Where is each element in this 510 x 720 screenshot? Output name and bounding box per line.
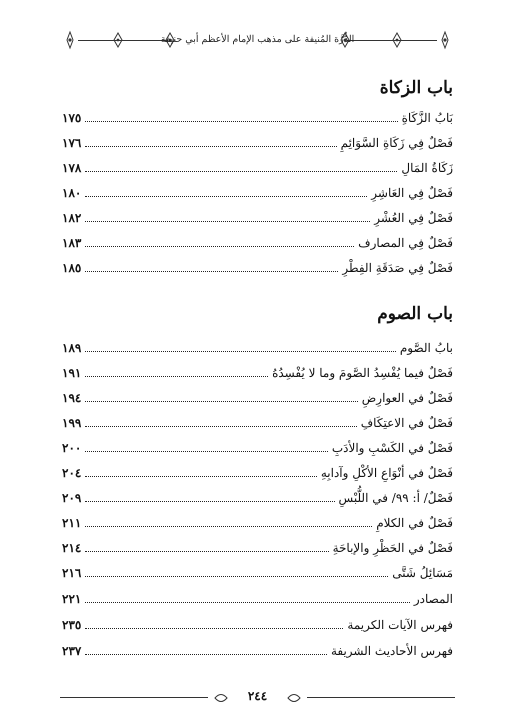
toc-entry[interactable] [62, 390, 453, 406]
toc-entry[interactable] [62, 340, 453, 356]
toc-entry-title: مَسَائِلُ شَتَّى [392, 566, 453, 580]
section-title-zakat: باب الزكاة [379, 78, 453, 98]
toc-entry[interactable] [62, 160, 453, 176]
toc-entry-page: ٢١٦ [62, 566, 82, 580]
running-title: الدُّرَّة المُنيفة على مذهب الإمام الأعظم أبي حنيفة [160, 34, 355, 45]
toc-entry[interactable] [62, 235, 453, 251]
toc-entry-page: ٢٠٠ [62, 441, 82, 455]
toc-entry[interactable] [62, 515, 453, 531]
section-title-sawm: باب الصوم [377, 304, 453, 324]
toc-entry-title: فَصْلٌ فيما يُفْسِدُ الصَّومَ وما لا يُفْسِدُهُ [272, 366, 453, 380]
dot-leader [85, 450, 328, 452]
toc-entry-page: ١٧٨ [62, 161, 82, 175]
toc-entry-title: فَصْلٌ فِي صَدَقَةِ الفِطْرِ [342, 261, 453, 275]
dot-leader [85, 400, 357, 402]
toc-entry-title: فهرس الأحاديث الشريفة [330, 644, 453, 658]
toc-entry-page: ٢١١ [62, 516, 82, 530]
toc-entry[interactable] [62, 260, 453, 276]
toc-entry-title: فَصْلٌ في الكَسْبِ والأدَبِ [331, 441, 453, 455]
page-footer [60, 688, 455, 708]
toc-entry[interactable] [62, 210, 453, 226]
dot-leader [85, 350, 396, 352]
toc-entry-page: ١٨٩ [62, 341, 82, 355]
toc-entry[interactable] [62, 591, 453, 607]
toc-entry[interactable] [62, 415, 453, 431]
running-header [60, 28, 455, 50]
dot-leader [85, 627, 343, 629]
toc-entry-page: ١٨٠ [62, 186, 82, 200]
toc-entry-title: فَصْلٌ فِي المصارف [358, 236, 453, 250]
toc-entry[interactable] [62, 643, 453, 659]
dot-leader [85, 525, 372, 527]
dot-leader [85, 270, 338, 272]
dot-leader [85, 475, 317, 477]
toc-entry-page: ١٩١ [62, 366, 82, 380]
dot-leader [85, 601, 410, 603]
toc-entry-title: بابُ الصَّوم [399, 341, 453, 355]
toc-entry[interactable] [62, 440, 453, 456]
toc-entry-page: ٢٢١ [62, 592, 82, 606]
dot-leader [85, 575, 388, 577]
toc-entry-title: فَصْلٌ في الاعتِكَافِ [360, 416, 453, 430]
dot-leader [85, 425, 356, 427]
toc-entry-page: ٢٠٤ [62, 466, 82, 480]
toc-entry[interactable] [62, 110, 453, 126]
toc-entry-page: ١٩٩ [62, 416, 82, 430]
dot-leader [85, 375, 268, 377]
toc-entry-page: ٢٣٧ [62, 644, 82, 658]
toc-entry-page: ١٧٥ [62, 111, 82, 125]
toc-entry-page: ١٨٢ [62, 211, 82, 225]
toc-entry-title: فَصْلٌ في أنْوَاعِ الأكْلِ وآدابِهِ [320, 466, 453, 480]
dot-leader [85, 145, 336, 147]
dot-leader [85, 550, 328, 552]
toc-entry-title: فَصْلٌ في الحَظْرِ والإباحَةِ [332, 541, 453, 555]
toc-entry-title: فَصْلٌ في الكلامِ [376, 516, 453, 530]
toc-entry[interactable] [62, 490, 453, 506]
toc-entry[interactable] [62, 135, 453, 151]
toc-entry-title: المصادر [413, 592, 453, 606]
dot-leader [85, 653, 327, 655]
toc-entry-title: فَصْلٌ فِي العَاشِرِ [371, 186, 453, 200]
toc-entry[interactable] [62, 365, 453, 381]
toc-entry-title: فَصْلٌ فِي العُشْرِ [374, 211, 453, 225]
toc-entry-title: فَصْلٌ/ أ: ٩٩/ في اللُّبْسِ [338, 491, 453, 505]
toc-entry[interactable] [62, 617, 453, 633]
dot-leader [85, 170, 397, 172]
toc-entry-title: زَكَاةُ المَالِ [401, 161, 453, 175]
toc-entry[interactable] [62, 465, 453, 481]
toc-entry-title: فَصْلٌ في العوارِضِ [361, 391, 453, 405]
ornament-icon [287, 691, 301, 705]
toc-entry-page: ١٩٤ [62, 391, 82, 405]
toc-entry[interactable] [62, 185, 453, 201]
dot-leader [85, 120, 397, 122]
footer-rule [307, 697, 455, 698]
dot-leader [85, 195, 367, 197]
page-number: ٢٤٤ [247, 689, 268, 703]
toc-entry[interactable] [62, 565, 453, 581]
dot-leader [85, 500, 334, 502]
toc-entry[interactable] [62, 540, 453, 556]
toc-entry-page: ٢٣٥ [62, 618, 82, 632]
toc-entry-title: بَابُ الزَّكَاةِ [401, 111, 453, 125]
dot-leader [85, 245, 354, 247]
dot-leader [85, 220, 370, 222]
toc-entry-title: فَصْلٌ فِي زَكَاةِ السَّوَائِمِ [340, 136, 453, 150]
toc-entry-page: ٢٠٩ [62, 491, 82, 505]
toc-entry-page: ١٨٣ [62, 236, 82, 250]
toc-entry-page: ١٨٥ [62, 261, 82, 275]
toc-entry-page: ١٧٦ [62, 136, 82, 150]
toc-entry-page: ٢١٤ [62, 541, 82, 555]
toc-entry-title: فهرس الآيات الكريمة [347, 618, 453, 632]
